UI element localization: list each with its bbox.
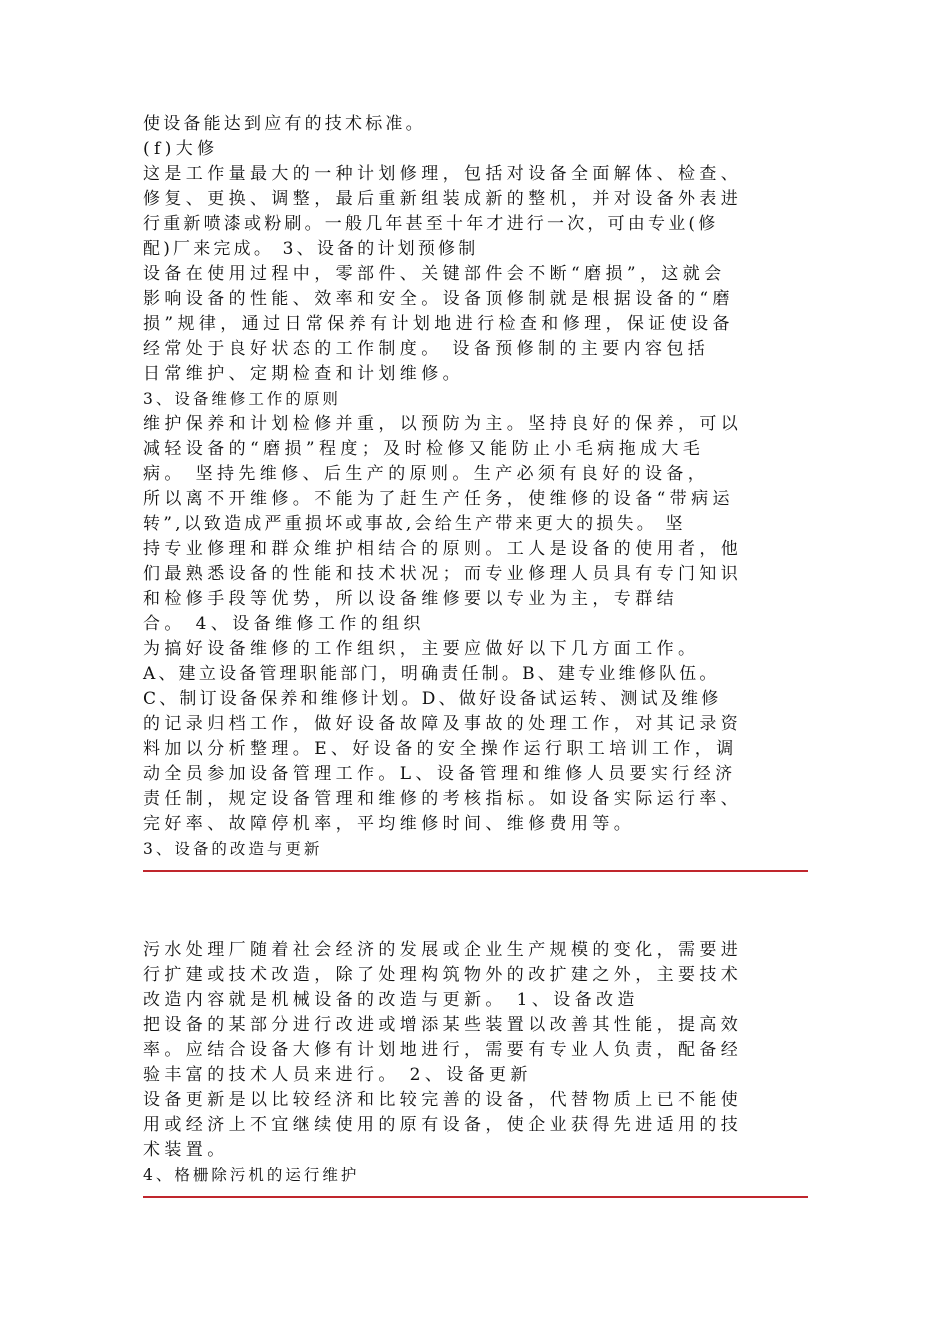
- text-line: 损”规律，通过日常保养有计划地进行检查和修理，保证使设备: [143, 314, 734, 334]
- text-line: 所以离不开维修。不能为了赶生产任务，使维修的设备“带病运: [143, 489, 734, 509]
- text-line: 经常处于良好状态的工作制度。 设备预修制的主要内容包括: [143, 339, 710, 359]
- text-line: 使设备能达到应有的技术标准。: [143, 114, 426, 134]
- text-line: 配)厂来完成。 3、设备的计划预修制: [143, 239, 479, 259]
- text-line: 改造内容就是机械设备的改造与更新。 1、设备改造: [143, 990, 639, 1010]
- spacer: [143, 872, 808, 938]
- text-line: 转”,以致造成严重损坏或事故,会给生产带来更大的损失。 坚: [143, 514, 686, 534]
- text-line: 完好率、故障停机率，平均维修时间、维修费用等。: [143, 814, 636, 834]
- text-line: 维护保养和计划检修并重，以预防为主。坚持良好的保养，可以: [143, 414, 743, 434]
- text-line: 减轻设备的“磨损”程度；及时检修又能防止小毛病拖成大毛: [143, 439, 705, 459]
- text-line: 的记录归档工作，做好设备故障及事故的处理工作，对其记录资: [143, 714, 743, 734]
- text-line: 用或经济上不宜继续使用的原有设备，使企业获得先进适用的技: [143, 1115, 743, 1135]
- text-line: 病。 坚持先维修、后生产的原则。生产必须有良好的设备，: [143, 464, 710, 484]
- text-line: 设备更新是以比较经济和比较完善的设备，代替物质上已不能使: [143, 1090, 743, 1110]
- text-line: 术装置。: [143, 1140, 229, 1160]
- section-divider: [143, 1196, 808, 1198]
- text-line: 这是工作量最大的一种计划修理，包括对设备全面解体、检查、: [143, 164, 743, 184]
- text-line: 验丰富的技术人员来进行。 2、设备更新: [143, 1065, 532, 1085]
- text-line: 料加以分析整理。E、好设备的安全操作运行职工培训工作，调: [143, 739, 738, 759]
- text-line: C、制订设备保养和维修计划。D、做好设备试运转、测试及维修: [143, 689, 722, 709]
- text-line: 持专业修理和群众维护相结合的原则。工人是设备的使用者，他: [143, 539, 743, 559]
- text-line: A、建立设备管理职能部门，明确责任制。B、建专业维修队伍。: [143, 664, 720, 684]
- subheading-overhaul: (f)大修: [143, 139, 219, 159]
- text-line: 率。应结合设备大修有计划地进行，需要有专业人负责，配备经: [143, 1040, 743, 1060]
- section-heading-screen-cleaner: 4、格栅除污机的运行维护: [143, 1166, 360, 1184]
- text-line: 日常维护、定期检查和计划维修。: [143, 364, 464, 384]
- text-line: 和检修手段等优势，所以设备维修要以专业为主，专群结: [143, 589, 678, 609]
- text-line: 行重新喷漆或粉刷。一般几年甚至十年才进行一次，可由专业(修: [143, 214, 719, 234]
- document-body: [143, 112, 808, 1198]
- text-line: 责任制，规定设备管理和维修的考核指标。如设备实际运行率、: [143, 789, 743, 809]
- section-a: [143, 112, 808, 872]
- text-line: 污水处理厂随着社会经济的发展或企业生产规模的变化，需要进: [143, 940, 743, 960]
- text-line: 动全员参加设备管理工作。L、设备管理和维修人员要实行经济: [143, 764, 737, 784]
- text-line: 修复、更换、调整，最后重新组装成新的整机，并对设备外表进: [143, 189, 743, 209]
- subheading-maintenance-principles: 3、设备维修工作的原则: [143, 390, 341, 408]
- section-heading-renovation: 3、设备的改造与更新: [143, 840, 323, 858]
- section-b: [143, 938, 808, 1198]
- text-line: 们最熟悉设备的性能和技术状况；而专业修理人员具有专门知识: [143, 564, 743, 584]
- text-line: 合。 4、设备维修工作的组织: [143, 614, 425, 634]
- text-line: 行扩建或技术改造，除了处理构筑物外的改扩建之外，主要技术: [143, 965, 743, 985]
- text-line: 把设备的某部分进行改进或增添某些装置以改善其性能，提高效: [143, 1015, 743, 1035]
- text-line: 设备在使用过程中，零部件、关键部件会不断“磨损”，这就会: [143, 264, 726, 284]
- text-line: 影响设备的性能、效率和安全。设备顶修制就是根据设备的“磨: [143, 289, 734, 309]
- text-line: 为搞好设备维修的工作组织，主要应做好以下几方面工作。: [143, 639, 700, 659]
